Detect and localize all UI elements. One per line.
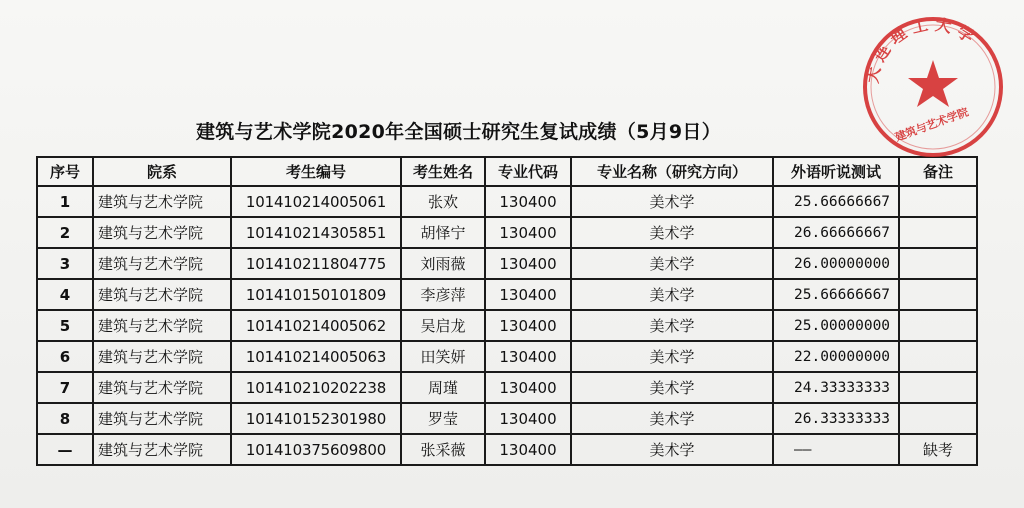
cell-candidate-id: 101410150101809 [231, 279, 401, 310]
cell-language-score: 26.33333333 [773, 403, 899, 434]
header-dept: 院系 [93, 157, 231, 186]
cell-candidate-name: 胡怿宁 [401, 217, 485, 248]
cell-seq: 8 [37, 403, 93, 434]
cell-language-score: 22.00000000 [773, 341, 899, 372]
svg-text:大 连 理 工 大 学: 大 连 理 工 大 学 [862, 14, 978, 85]
cell-candidate-id: 101410214005062 [231, 310, 401, 341]
cell-seq: 7 [37, 372, 93, 403]
cell-candidate-name: 李彦萍 [401, 279, 485, 310]
table-row [37, 341, 977, 372]
table-row [37, 186, 977, 217]
cell-candidate-id: 101410214005063 [231, 341, 401, 372]
cell-seq: 4 [37, 279, 93, 310]
cell-candidate-id: 101410210202238 [231, 372, 401, 403]
cell-remarks [899, 403, 977, 434]
cell-major-name: 美术学 [571, 279, 773, 310]
official-seal [858, 12, 1008, 162]
cell-remarks [899, 279, 977, 310]
cell-language-score: —— [773, 434, 899, 465]
cell-candidate-name: 张欢 [401, 186, 485, 217]
cell-seq: 6 [37, 341, 93, 372]
header-language-test: 外语听说测试 [773, 157, 899, 186]
cell-major-name: 美术学 [571, 186, 773, 217]
cell-major-code: 130400 [485, 279, 571, 310]
cell-major-code: 130400 [485, 403, 571, 434]
cell-major-code: 130400 [485, 217, 571, 248]
cell-candidate-name: 田笑妍 [401, 341, 485, 372]
header-major-code: 专业代码 [485, 157, 571, 186]
cell-language-score: 25.66666667 [773, 186, 899, 217]
header-seq: 序号 [37, 157, 93, 186]
cell-major-name: 美术学 [571, 248, 773, 279]
cell-dept: 建筑与艺术学院 [93, 248, 231, 279]
cell-language-score: 26.00000000 [773, 248, 899, 279]
cell-major-name: 美术学 [571, 434, 773, 465]
cell-dept: 建筑与艺术学院 [93, 310, 231, 341]
cell-remarks [899, 248, 977, 279]
table-row [37, 434, 977, 465]
header-candidate-id: 考生编号 [231, 157, 401, 186]
cell-language-score: 26.66666667 [773, 217, 899, 248]
cell-candidate-name: 罗莹 [401, 403, 485, 434]
header-candidate-name: 考生姓名 [401, 157, 485, 186]
cell-remarks [899, 310, 977, 341]
cell-dept: 建筑与艺术学院 [93, 279, 231, 310]
cell-major-name: 美术学 [571, 310, 773, 341]
cell-major-code: 130400 [485, 186, 571, 217]
cell-dept: 建筑与艺术学院 [93, 403, 231, 434]
cell-major-name: 美术学 [571, 217, 773, 248]
table-row [37, 248, 977, 279]
cell-candidate-name: 刘雨薇 [401, 248, 485, 279]
header-major-name: 专业名称（研究方向） [571, 157, 773, 186]
cell-major-name: 美术学 [571, 372, 773, 403]
cell-candidate-id: 101410214005061 [231, 186, 401, 217]
cell-seq: — [37, 434, 93, 465]
cell-dept: 建筑与艺术学院 [93, 186, 231, 217]
cell-seq: 2 [37, 217, 93, 248]
cell-candidate-name: 周瑾 [401, 372, 485, 403]
cell-remarks [899, 217, 977, 248]
cell-remarks [899, 372, 977, 403]
table-row [37, 403, 977, 434]
cell-seq: 5 [37, 310, 93, 341]
cell-candidate-id: 101410214305851 [231, 217, 401, 248]
cell-language-score: 24.33333333 [773, 372, 899, 403]
cell-remarks [899, 341, 977, 372]
cell-major-name: 美术学 [571, 341, 773, 372]
cell-candidate-id: 101410152301980 [231, 403, 401, 434]
document-title: 建筑与艺术学院2020年全国硕士研究生复试成绩（5月9日） [196, 121, 722, 143]
cell-language-score: 25.00000000 [773, 310, 899, 341]
table-row [37, 372, 977, 403]
cell-dept: 建筑与艺术学院 [93, 434, 231, 465]
cell-major-name: 美术学 [571, 403, 773, 434]
cell-seq: 1 [37, 186, 93, 217]
cell-remarks [899, 186, 977, 217]
table-row [37, 217, 977, 248]
table-row [37, 310, 977, 341]
cell-seq: 3 [37, 248, 93, 279]
cell-candidate-name: 吴启龙 [401, 310, 485, 341]
cell-dept: 建筑与艺术学院 [93, 217, 231, 248]
cell-major-code: 130400 [485, 248, 571, 279]
cell-candidate-id: 101410375609800 [231, 434, 401, 465]
cell-dept: 建筑与艺术学院 [93, 341, 231, 372]
cell-candidate-id: 101410211804775 [231, 248, 401, 279]
score-table [36, 156, 978, 466]
cell-candidate-name: 张采薇 [401, 434, 485, 465]
cell-major-code: 130400 [485, 434, 571, 465]
table-header-row [37, 157, 977, 186]
cell-major-code: 130400 [485, 310, 571, 341]
table-row [37, 279, 977, 310]
cell-language-score: 25.66666667 [773, 279, 899, 310]
cell-dept: 建筑与艺术学院 [93, 372, 231, 403]
svg-text:建筑与艺术学院: 建筑与艺术学院 [893, 105, 971, 144]
cell-remarks: 缺考 [899, 434, 977, 465]
cell-major-code: 130400 [485, 341, 571, 372]
cell-major-code: 130400 [485, 372, 571, 403]
star-icon [908, 60, 958, 107]
header-remarks: 备注 [899, 157, 977, 186]
